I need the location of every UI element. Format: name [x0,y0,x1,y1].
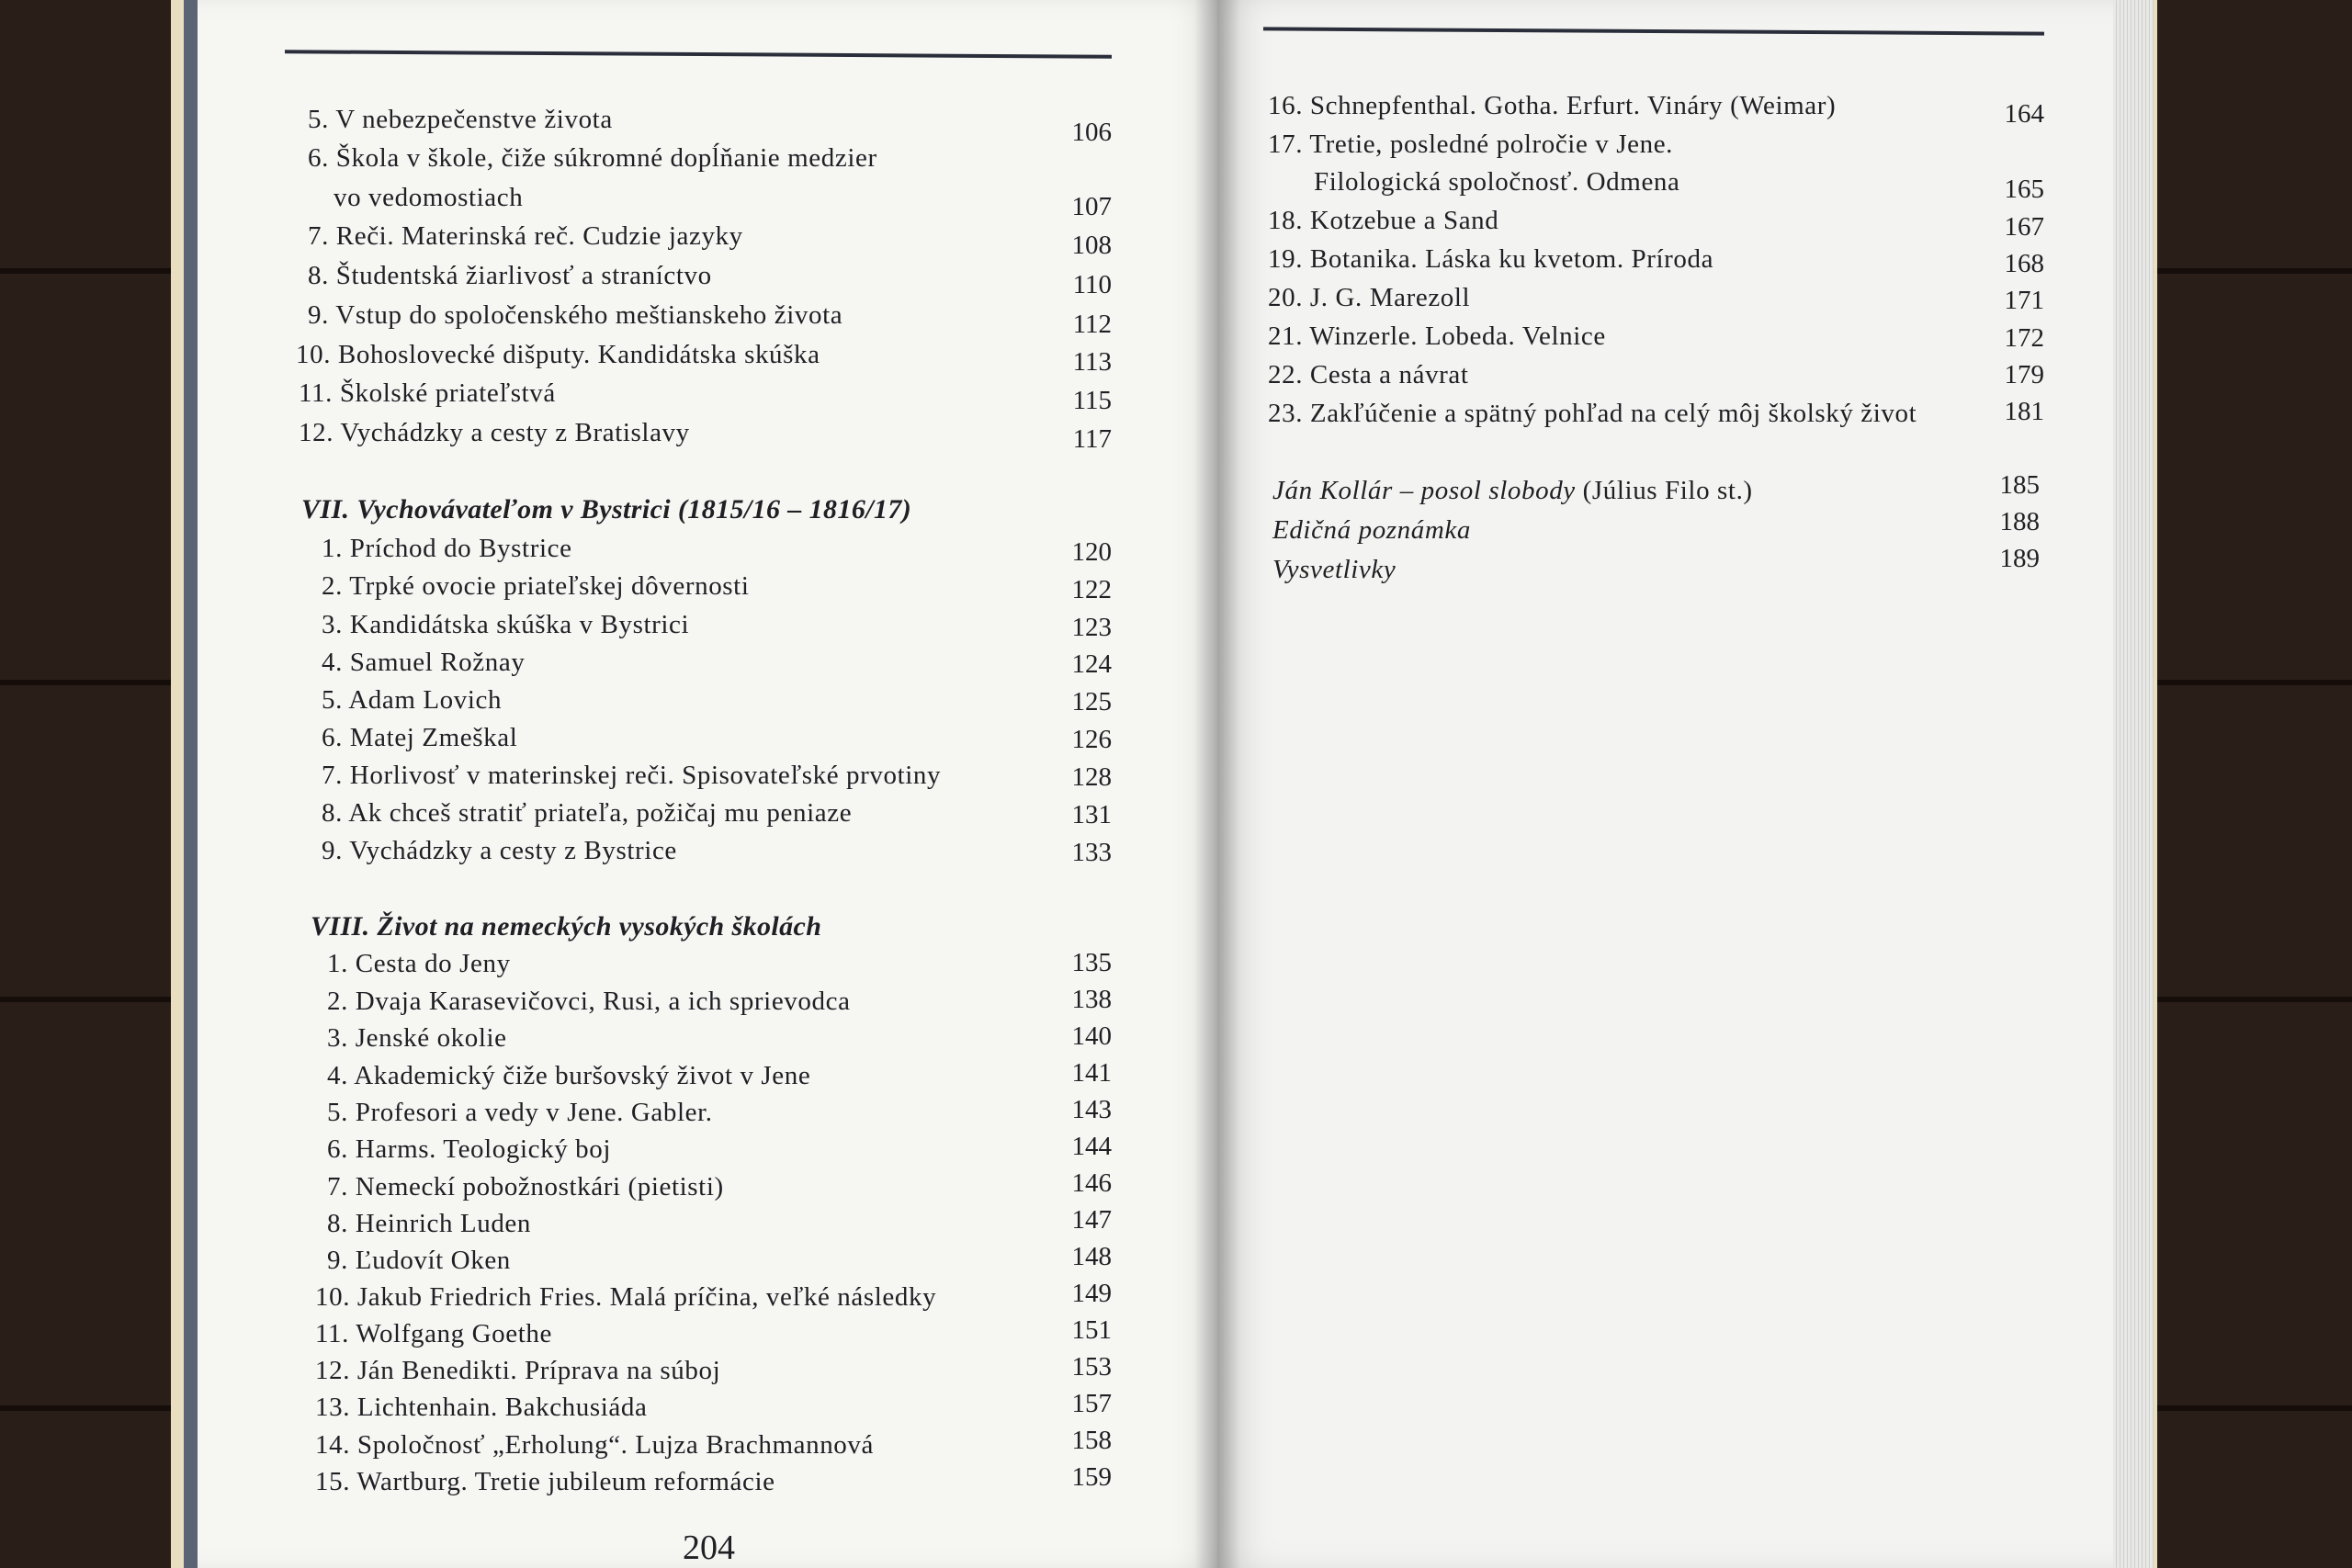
toc-entry-label: 11. Školské priateľstvá [299,378,556,408]
toc-entry-label: 5. Profesori a vedy v Jene. Gabler. [327,1098,713,1127]
toc-entry-page: 164 [2004,99,2044,129]
toc-entry-label: 22. Cesta a návrat [1268,360,1469,389]
toc-entry-label: 3. Kandidátska skúška v Bystrici [322,610,690,639]
toc-entry-page: 113 [1072,347,1112,377]
toc-entry-page: 165 [2004,175,2044,204]
toc-entry-label: 4. Samuel Rožnay [322,648,526,677]
toc-entry-label: 6. Harms. Teologický boj [327,1134,612,1164]
toc-entry-label: 7. Horlivosť v materinskej reči. Spisovateľské prvotiny [322,761,942,790]
toc-entry-page: 107 [1071,192,1112,221]
toc-entry-label: 21. Winzerle. Lobeda. Velnice [1268,321,1606,351]
toc-entry-label: 6. Škola v škole, čiže súkromné dopĺňanie medzier [308,143,877,173]
book-gutter [1194,0,1240,1568]
toc-entry-page: 151 [1071,1315,1112,1345]
toc-entry-page: 158 [1071,1426,1112,1455]
toc-entry-page: 120 [1071,537,1112,567]
toc-entry-page: 141 [1071,1058,1112,1088]
toc-entry-label: 13. Lichtenhain. Bakchusiáda [315,1393,648,1422]
appendix-entry [1272,475,1753,506]
toc-entry-page: 188 [1999,507,2040,536]
toc-entry-label: 4. Akademický čiže buršovský život v Jene [327,1061,811,1090]
toc-entry-page: 179 [2004,360,2044,389]
toc-entry-page: 153 [1071,1352,1112,1382]
toc-entry-label: 9. Ľudovít Oken [327,1246,511,1275]
toc-entry-label: 2. Trpké ovocie priateľskej dôvernosti [322,571,750,601]
toc-entry-page: 181 [2004,397,2044,426]
toc-entry-label: 7. Nemeckí pobožnostkári (pietisti) [327,1172,724,1201]
toc-entry-label: 1. Cesta do Jeny [327,949,511,978]
toc-entry-page: 112 [1072,310,1112,339]
toc-entry-label: 23. Zakľúčenie a spätný pohľad na celý môj školský život [1268,399,1917,428]
toc-entry-label: 12. Ján Benedikti. Príprava na súboj [315,1356,721,1385]
toc-entry-label: 15. Wartburg. Tretie jubileum reformácie [315,1467,775,1496]
toc-entry-label: 9. Vstup do spoločenského meštianskeho života [308,300,843,330]
toc-entry-page: 168 [2004,249,2044,278]
toc-entry-page: 115 [1072,386,1112,415]
toc-entry-label: Filologická spoločnosť. Odmena [1314,167,1680,197]
toc-entry-page: 110 [1072,270,1112,299]
toc-entry-page: 131 [1071,800,1112,829]
toc-entry-page: 167 [2004,212,2044,242]
section-heading-vii: VII. Vychovávateľom v Bystrici (1815/16 – 1816/17) [301,494,912,525]
toc-entry-label: 20. J. G. Marezoll [1268,283,1471,312]
toc-entry-label: 8. Študentská žiarlivosť a straníctvo [308,261,712,290]
toc-entry-page: 135 [1071,948,1112,977]
toc-entry-page: 106 [1071,118,1112,147]
toc-entry-page: 149 [1071,1279,1112,1308]
toc-entry-label: 8. Ak chceš stratiť priateľa, požičaj mu peniaze [322,798,853,828]
toc-entry-label: 1. Príchod do Bystrice [322,534,572,563]
appendix-title: Edičná poznámka [1272,515,1471,545]
toc-entry-label: 9. Vychádzky a cesty z Bystrice [322,836,677,865]
toc-entry-label: 17. Tretie, posledné polročie v Jene. [1268,130,1674,159]
toc-entry-label: 5. V nebezpečenstve života [308,105,613,134]
toc-entry-label: 5. Adam Lovich [322,685,503,715]
toc-entry-label: vo vedomostiach [334,183,524,212]
toc-entry-page: 140 [1071,1021,1112,1051]
toc-entry-page: 124 [1071,649,1112,679]
appendix-title: Vysvetlivky [1272,555,1396,584]
toc-entry-page: 148 [1071,1242,1112,1271]
toc-entry-page: 122 [1071,575,1112,604]
toc-entry-page: 133 [1071,838,1112,867]
toc-entry-label: 10. Jakub Friedrich Fries. Malá príčina, veľké následky [315,1282,937,1312]
toc-entry-label: 3. Jenské okolie [327,1023,507,1053]
toc-entry-label: 10. Bohoslovecké dišputy. Kandidátska skúška [296,340,820,369]
toc-entry-page: 125 [1071,687,1112,716]
toc-entry-label: 11. Wolfgang Goethe [315,1319,552,1348]
toc-entry-page: 126 [1071,725,1112,754]
toc-entry-page: 138 [1071,985,1112,1014]
toc-entry-label: 8. Heinrich Luden [327,1209,531,1238]
appendix-author: (Július Filo st.) [1582,476,1753,505]
page-number: 204 [683,1529,735,1567]
toc-entry-page: 144 [1071,1132,1112,1161]
page-edges [2113,0,2154,1568]
toc-entry-page: 171 [2004,286,2044,315]
toc-entry-page: 159 [1071,1462,1112,1492]
toc-entry-label: 12. Vychádzky a cesty z Bratislavy [299,418,690,447]
appendix-title: Ján Kollár – posol slobody [1272,476,1576,505]
toc-entry-label: 14. Spoločnosť „Erholung“. Lujza Brachmannová [315,1430,874,1460]
toc-entry-page: 128 [1071,762,1112,792]
toc-entry-page: 185 [1999,470,2040,500]
toc-entry-label: 18. Kotzebue a Sand [1268,206,1499,235]
toc-entry-page: 117 [1072,424,1112,454]
toc-entry-page: 146 [1071,1168,1112,1198]
toc-entry-page: 108 [1071,231,1112,260]
toc-entry-label: 16. Schnepfenthal. Gotha. Erfurt. Vináry (Weimar) [1268,91,1837,120]
section-heading-viii: VIII. Život na nemeckých vysokých školách [311,911,822,942]
toc-entry-page: 157 [1071,1389,1112,1418]
toc-entry-label: 2. Dvaja Karasevičovci, Rusi, a ich sprievodca [327,987,851,1016]
toc-entry-page: 172 [2004,323,2044,353]
toc-entry-page: 147 [1071,1205,1112,1235]
toc-entry-page: 123 [1071,613,1112,642]
toc-entry-page: 143 [1071,1095,1112,1124]
toc-entry-page: 189 [1999,544,2040,573]
toc-entry-label: 7. Reči. Materinská reč. Cudzie jazyky [308,221,743,251]
toc-entry-label: 19. Botanika. Láska ku kvetom. Príroda [1268,244,1714,274]
toc-entry-label: 6. Matej Zmeškal [322,723,518,752]
